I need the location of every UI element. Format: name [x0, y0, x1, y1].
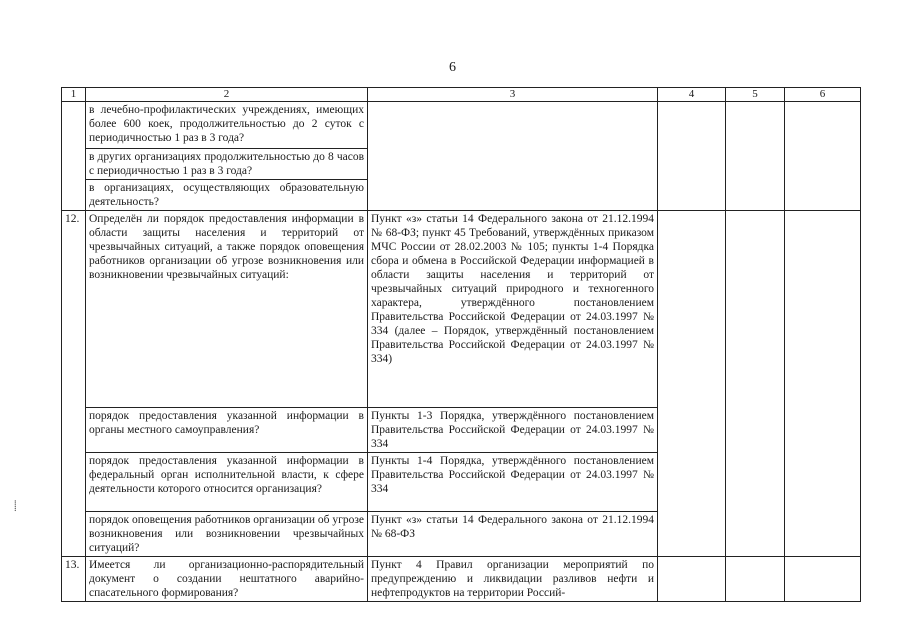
question-cell: порядок предоставления указанной информации в федеральный орган исполнительной власти, к сфере деятельности которого относится организация?	[86, 453, 368, 512]
question-cell: порядок предоставления указанной информации в органы местного самоуправления?	[86, 408, 368, 453]
reference-cell: Пункт 4 Правил организации мероприятий по предупреждению и ликвидации разливов нефти и нефтепродуктов на территории Россий-	[368, 557, 658, 602]
mark-cell-5	[726, 102, 785, 211]
header-row	[62, 88, 861, 102]
row-number	[62, 102, 86, 211]
row-number: 12.	[62, 211, 86, 557]
mark-cell-5	[726, 557, 785, 602]
column-header-4: 4	[658, 88, 726, 102]
reference-cell: Пункты 1-4 Порядка, утверждённого постановлением Правительства Российской Федерации от 24.03.1997 № 334	[368, 453, 658, 512]
question-cell: в других организациях продолжительностью до 8 часов с периодичностью 1 раз в 3 года?	[86, 149, 368, 180]
mark-cell-4	[658, 102, 726, 211]
mark-cell-4	[658, 557, 726, 602]
table-row	[62, 102, 861, 149]
row-number: 13.	[62, 557, 86, 602]
column-header-5: 5	[726, 88, 785, 102]
mark-cell-5	[726, 211, 785, 557]
question-cell: в лечебно-профилактических учреждениях, имеющих более 600 коек, продолжительностью до 2 суток с периодичностью 1 раз в 3 года?	[86, 102, 368, 149]
column-header-1: 1	[62, 88, 86, 102]
table-row	[62, 211, 861, 408]
reference-cell: Пункт «з» статьи 14 Федерального закона от 21.12.1994 № 68-ФЗ; пункт 45 Требований, утверждённых приказом МЧС России от 28.02.2003 № 105; пункты 1-4 Порядка сбора и обмена в Российской Федерации информацией в области защиты населения и территорий от чрезвычайных ситуаций природного и техногенного характера, утверждённого постановлением Правительства Российской Федерации от 24.03.1997 № 334 (далее – Порядок, утверждённый постановлением Правительства Российской Федерации от 24.03.1997 № 334)	[368, 211, 658, 408]
page-number: 6	[449, 60, 456, 75]
table-row	[62, 557, 861, 602]
margin-scan-mark: ⸽	[14, 501, 17, 512]
column-header-2: 2	[86, 88, 368, 102]
checklist-table	[61, 87, 861, 602]
reference-cell: Пункты 1-3 Порядка, утверждённого постановлением Правительства Российской Федерации от 24.03.1997 № 334	[368, 408, 658, 453]
reference-cell: Пункт «з» статьи 14 Федерального закона от 21.12.1994 № 68-ФЗ	[368, 512, 658, 557]
column-header-6: 6	[785, 88, 861, 102]
reference-cell	[368, 102, 658, 211]
question-cell: в организациях, осуществляющих образовательную деятельность?	[86, 180, 368, 211]
column-header-3: 3	[368, 88, 658, 102]
mark-cell-4	[658, 211, 726, 557]
mark-cell-6	[785, 211, 861, 557]
question-cell: Имеется ли организационно-распорядительный документ о создании нештатного аварийно-спасательного формирования?	[86, 557, 368, 602]
mark-cell-6	[785, 557, 861, 602]
mark-cell-6	[785, 102, 861, 211]
question-cell: Определён ли порядок предоставления информации в области защиты населения и территорий от чрезвычайных ситуаций, а также порядок оповещения работников организации об угрозе возникновения или возникновении чрезвычайных ситуаций:	[86, 211, 368, 408]
question-cell: порядок оповещения работников организации об угрозе возникновения или возникновении чрезвычайных ситуаций?	[86, 512, 368, 557]
